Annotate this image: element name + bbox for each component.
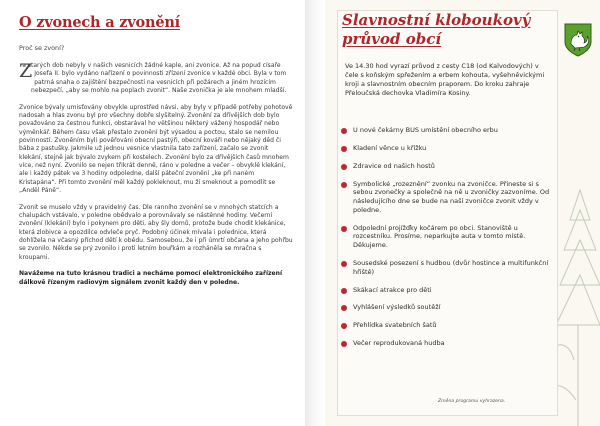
paragraph-3: Zvonit se muselo vždy v pravidelný čas. Dle ranního zvonění se v mnohých statcích a chalupách vstávalo, v poledne obědvalo a porovnávaly se nástěnné hodiny. Večerní zvonění (klekání) bylo i pokynem pro děti, aby šly domů, protože bude chodit klekánice, která zlobivce a opozdilce odvleče pryč. Podobný účinek mívala i polednice, která dohlížela na včasný příchod dětí k obědu. Samosebou, že i při úmrtí občana a jeho pohřbu se zvonilo. Někde se prý zvonilo i proti letním bouřkám a rozháněla se mračna s kroupami.	[19, 203, 293, 261]
bullet-icon	[341, 323, 347, 329]
list-item: Přehlídka svatebních šatů	[341, 321, 551, 330]
bullet-icon	[341, 226, 347, 232]
paragraph-1: Z a starých dob nebyly v našich vesnicích žádné kaple, ani zvonice. Až na popud císaře Josefa II. bylo vydáno nařízení o povinnosti zřízení zvonice v každé obci. Byla v tom patrná snaha o zajištění bezpečnosti na vesnicích při požárech a jiném hrozícím nebezpečí, „aby se mohlo na poplach zvonit“. Naše zvonička je ale mnohem mladší.	[19, 60, 287, 95]
left-page-body	[19, 62, 293, 295]
list-item: Sousedské posezení s hudbou (dvůr hostince a multifunkční hřiště)	[341, 259, 551, 276]
list-item: Vyhlášení výsledků soutěží	[341, 303, 551, 312]
closing-paragraph: Navážeme na tuto krásnou tradici a necháme pomocí elektronického zařízení dálkově řízeným radiovým signálem zvonit každý den v poledne.	[19, 270, 283, 286]
program-list	[341, 126, 551, 357]
list-item: Zdravice od našich hostů	[341, 162, 551, 171]
bullet-icon	[341, 288, 347, 294]
rooster-crest-icon	[563, 22, 593, 58]
page-spine	[305, 0, 325, 426]
bullet-icon	[341, 261, 347, 267]
bullet-icon	[341, 182, 347, 188]
list-item: Skákací atrakce pro děti	[341, 286, 551, 295]
bullet-icon	[341, 128, 347, 134]
list-item: Symbolické „rozeznění“ zvonku na zvoničce. Přineste si s sebou zvonečky a společně na ně u zvoničky zazvoníme. Od následujícího dne se bude na naší zvoničce zvonit vždy v poledne.	[341, 180, 551, 215]
list-item: Večer reprodukovaná hudba	[341, 339, 551, 348]
program-change-note: Změna programu vyhrazena.	[438, 399, 506, 404]
right-page-title: Slavnostní kloboukový průvod obcí	[342, 11, 531, 48]
bullet-icon	[341, 146, 347, 152]
list-item: U nové čekárny BUS umístění obecního erbu	[341, 126, 551, 135]
bullet-icon	[341, 341, 347, 347]
bullet-icon	[341, 305, 347, 311]
drop-cap: Z	[19, 60, 33, 82]
list-item: Kladení věnce u křížku	[341, 144, 551, 153]
paragraph-2: Zvonice bývaly umisťovány obvykle uprostřed návsi, aby byly v případě potřeby pohotově nadosah a hlas zvonu byl pro všechny dobře slyšitelný. Zvonění za dřívějších dob bylo považováno za čestnou funkci, obstarával ho většinou některý vážený hospodář nebo výměnkář. Během času však přestalo zvonění být výsadou a poctou, stalo se nemilou povinností. Zvoněním byli pověřováni obecní pastýři, obecní kováři nebo nějaký děd či bába z pastušky. Jakmile už jednou vesnice vlastnila tato zařízení, začalo se zvonit klekání, stejně jak bývalo zvykem při kostelech. Zvonění bylo za dřívějších časů mnohem více, než nyní. Zvonilo se nejen třikrát denně, ráno v poledne a večer – obvyklé klekání, ale i každý pátek ve 3 hodiny odpoledne, další páteční zvonění „ke při naném Kristapána“. Při tomto zvonění měl každý pokleknout, mu ži smeknout a pomodlit se „Anděl Páně“.	[19, 103, 293, 195]
left-page-question: Proč se zvoní?	[19, 44, 65, 52]
procession-intro: Ve 14.30 hod vyrazí průvod z cesty C18 (od Kalvodových) v čele s koňským spřežením a erbem kohouta, vyšehněvickými kroji a slavnostním obecním praporem. Do kroku zahraje Přeloučská dechovka Vladimíra Kosiny.	[345, 62, 545, 97]
left-page-title: O zvonech a zvonění	[19, 14, 180, 31]
list-item: Odpolední projížďky kočárem po obci. Stanoviště u rozcestníku. Prosíme, neparkujte auta v tomto místě. Děkujeme.	[341, 224, 551, 250]
bullet-icon	[341, 164, 347, 170]
